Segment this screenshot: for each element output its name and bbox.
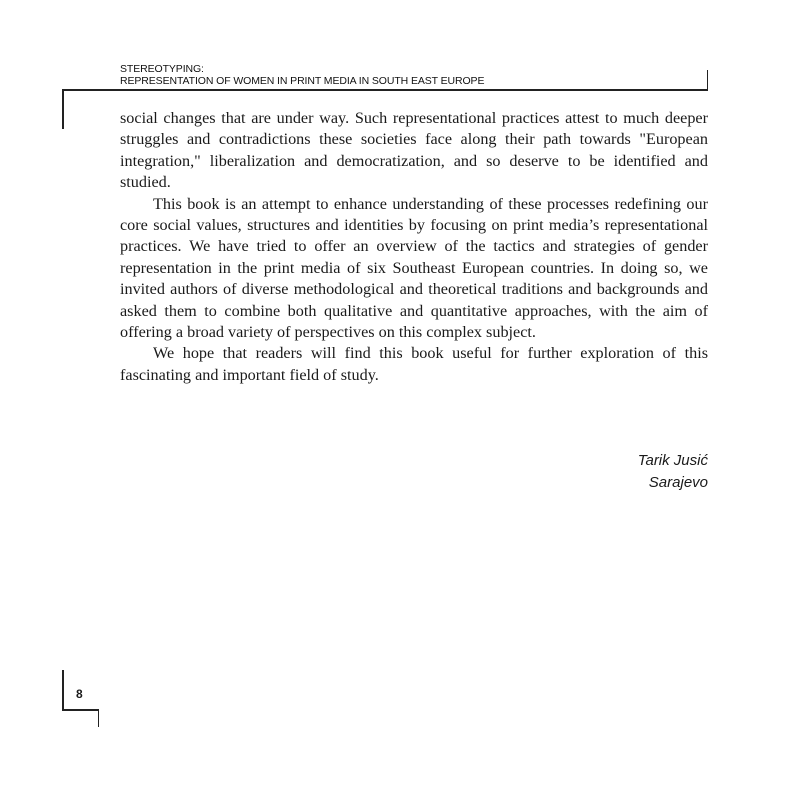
author-place: Sarajevo: [648, 474, 708, 491]
author-name: Tarik Jusić: [637, 452, 708, 469]
signature-block: [460, 450, 708, 494]
footer-rule-horizontal: [62, 709, 99, 711]
running-header-subtitle: REPRESENTATION OF WOMEN IN PRINT MEDIA IN SOUTH EAST EUROPE: [120, 75, 485, 87]
running-header: [120, 63, 710, 87]
header-rule-left-tick: [62, 89, 64, 129]
paragraph-3: We hope that readers will find this book useful for further exploration of this fascinating and important field of study.: [120, 344, 708, 384]
page-number: 8: [76, 687, 83, 701]
header-rule-right-tick: [707, 70, 709, 90]
paragraph-2: This book is an attempt to enhance understanding of these processes redefining our core social values, structures and identities by focusing on print media’s representational practices. We have tried to offer an overview of the tactics and strategies of gender representation in the print media of six Southeast European countries. In doing so, we invited authors of diverse methodological and theoretical traditions and backgrounds and asked them to combine both qualitative and quantitative approaches, with the aim of offering a broad variety of perspectives on this complex subject.: [120, 194, 708, 342]
footer-rule-vertical: [62, 670, 64, 710]
header-rule: [62, 89, 708, 91]
body-text: [120, 108, 708, 386]
footer-rule-bottom-tick: [98, 709, 100, 727]
paragraph-1: social changes that are under way. Such representational practices attest to much deeper struggles and contradictions these societies face along their path towards "European integration," liberalization and democratization, and so deserve to be identified and studied.: [120, 109, 708, 192]
running-header-title: STEREOTYPING:: [120, 63, 204, 75]
